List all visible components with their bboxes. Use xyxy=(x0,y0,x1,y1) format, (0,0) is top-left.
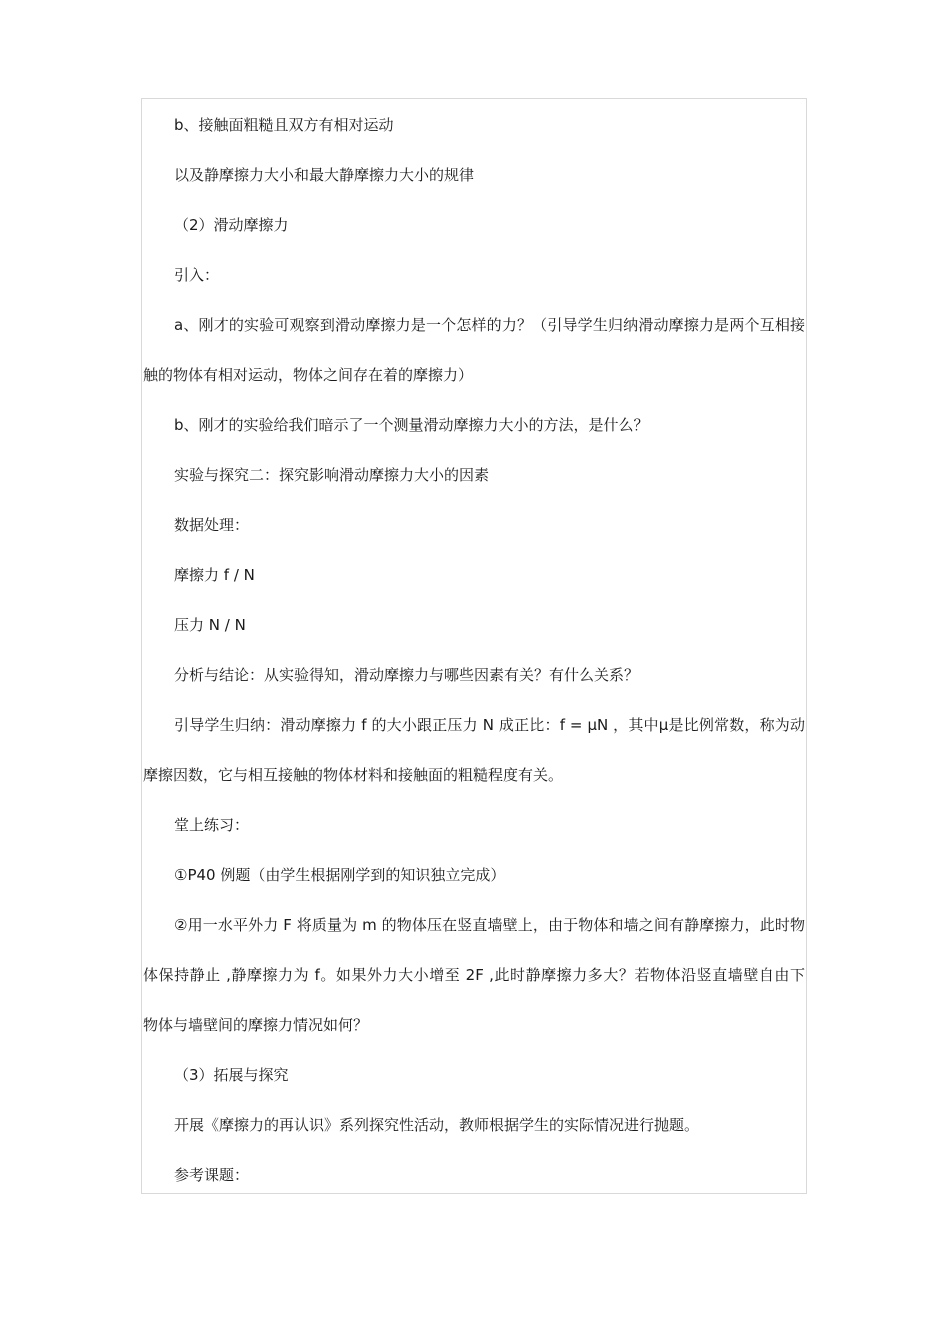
section-heading: （3）拓展与探究 xyxy=(174,1066,289,1084)
paragraph-line: 触的物体有相对运动，物体之间存在着的摩擦力） xyxy=(143,366,474,384)
paragraph-line: 摩擦力 f / N xyxy=(174,566,255,584)
paragraph-line: 摩擦因数，它与相互接触的物体材料和接触面的粗糙程度有关。 xyxy=(143,766,564,784)
paragraph-line: ①P40 例题（由学生根据刚学到的知识独立完成） xyxy=(174,866,506,884)
paragraph-line: 引导学生归纳：滑动摩擦力 f 的大小跟正压力 N 成正比：f = μN ，其中μ是比例常数，称为动 xyxy=(174,716,805,734)
paragraph-line: 压力 N / N xyxy=(174,616,246,634)
section-heading: （2）滑动摩擦力 xyxy=(174,216,289,234)
paragraph-line: b、接触面粗糙且双方有相对运动 xyxy=(174,116,394,134)
paragraph-line: 物体与墙壁间的摩擦力情况如何？ xyxy=(143,1016,369,1034)
paragraph-line: 引入： xyxy=(174,266,220,284)
paragraph-line: 体保持静止 ,静摩擦力为 f。如果外力大小增至 2F ,此时静摩擦力多大？若物体沿竖直墙壁自由下 xyxy=(143,966,805,984)
paragraph-line: 以及静摩擦力大小和最大静摩擦力大小的规律 xyxy=(174,166,475,184)
paragraph-line: 数据处理： xyxy=(174,516,250,534)
paragraph-line: ②用一水平外力 F 将质量为 m 的物体压在竖直墙壁上，由于物体和墙之间有静摩擦力，此时物 xyxy=(174,916,805,934)
paragraph-line: 实验与探究二：探究影响滑动摩擦力大小的因素 xyxy=(174,466,490,484)
paragraph-line: b、刚才的实验给我们暗示了一个测量滑动摩擦力大小的方法，是什么？ xyxy=(174,416,649,434)
paragraph-line: a、刚才的实验可观察到滑动摩擦力是一个怎样的力？（引导学生归纳滑动摩擦力是两个互相接 xyxy=(174,316,805,334)
paragraph-line: 分析与结论：从实验得知，滑动摩擦力与哪些因素有关？有什么关系？ xyxy=(174,666,640,684)
paragraph-line: 开展《摩擦力的再认识》系列探究性活动，教师根据学生的实际情况进行抛题。 xyxy=(174,1116,700,1134)
paragraph-line: 参考课题： xyxy=(174,1166,250,1184)
paragraph-line: 堂上练习： xyxy=(174,816,250,834)
document-body xyxy=(143,100,805,1200)
